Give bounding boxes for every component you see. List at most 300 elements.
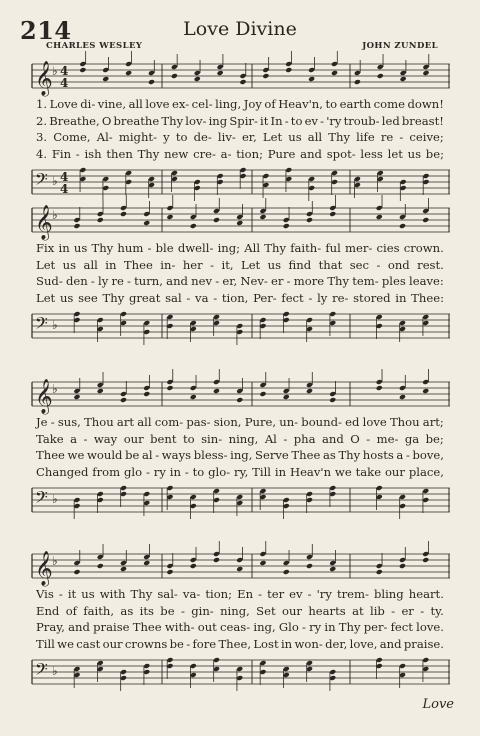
lyric-syllable: Let bbox=[36, 257, 56, 272]
lyric-syllable: all bbox=[137, 415, 152, 429]
lyric-line bbox=[32, 290, 450, 307]
lyric-syllable: Glo bbox=[278, 620, 299, 634]
lyric-syllable: Thee bbox=[132, 620, 162, 634]
lyric-syllable: love. bbox=[416, 620, 444, 634]
lyric-syllable: a bbox=[396, 448, 404, 462]
lyric-syllable: Pure bbox=[267, 146, 296, 161]
lyric-syllable: re bbox=[111, 274, 124, 288]
lyric-syllable: Thou bbox=[389, 415, 420, 429]
lyric-syllable: to bbox=[325, 97, 338, 111]
lyric-syllable: down! bbox=[407, 97, 444, 111]
lyric-syllable: be bbox=[125, 448, 140, 462]
lyric-syllable: our bbox=[102, 636, 123, 651]
lyric-syllable: al bbox=[141, 448, 153, 462]
lyric-line bbox=[32, 431, 450, 448]
lyric-syllable: - bbox=[184, 464, 189, 479]
notehead bbox=[120, 211, 127, 217]
lyric-line bbox=[32, 603, 450, 620]
lyric-syllable: ful bbox=[325, 241, 341, 255]
lyric-syllable: stored bbox=[353, 290, 391, 305]
lyric-line bbox=[32, 636, 450, 653]
lyric-syllable: er, bbox=[222, 274, 238, 288]
lyric-syllable: ry bbox=[153, 464, 166, 479]
lyric-syllable: earth bbox=[339, 97, 372, 111]
lyric-syllable: troub- bbox=[343, 113, 380, 128]
lyric-syllable: sal bbox=[165, 290, 182, 305]
lyric-syllable: me- bbox=[376, 431, 399, 446]
lyric-syllable: us bbox=[267, 257, 282, 272]
lyric-syllable: glo- bbox=[208, 464, 231, 479]
lyric-syllable: its bbox=[139, 603, 154, 618]
lyric-syllable: tion; bbox=[236, 146, 263, 161]
lyric-syllable: sion, bbox=[213, 415, 242, 429]
notehead bbox=[166, 569, 173, 575]
notehead bbox=[259, 391, 266, 397]
lyric-syllable: to bbox=[290, 113, 303, 128]
lyric-syllable: dwell- bbox=[177, 241, 214, 255]
notehead bbox=[400, 76, 407, 82]
lyrics-block bbox=[32, 412, 450, 482]
notehead bbox=[285, 67, 292, 73]
lyric-syllable: Breathe, bbox=[49, 113, 100, 128]
lyric-line bbox=[32, 146, 450, 163]
lyric-syllable: ceas- bbox=[220, 620, 251, 634]
lyric-syllable: of bbox=[264, 97, 276, 111]
notehead bbox=[399, 223, 406, 229]
notehead bbox=[190, 394, 197, 400]
lyric-syllable: come bbox=[373, 97, 405, 111]
lyric-syllable: ing bbox=[208, 113, 228, 128]
lyric-syllable: - bbox=[420, 603, 425, 618]
flat-key-signature-icon: ♭ bbox=[52, 554, 58, 568]
lyric-syllable: art bbox=[116, 415, 135, 429]
lyric-syllable: ev bbox=[289, 587, 303, 601]
lyric-syllable: Thou bbox=[84, 415, 114, 429]
lyric-syllable: let bbox=[387, 146, 403, 161]
lyric-syllable: Thee bbox=[123, 257, 153, 272]
lyric-syllable: ceive; bbox=[409, 130, 444, 144]
lyric-syllable: Thy bbox=[137, 146, 160, 161]
flat-key-signature-icon: ♭ bbox=[52, 382, 58, 396]
lyric-syllable: cel- bbox=[191, 97, 213, 111]
notehead bbox=[306, 563, 313, 569]
lyric-syllable: Till bbox=[36, 636, 55, 651]
lyric-syllable: hearts bbox=[308, 603, 346, 618]
music-system bbox=[32, 548, 450, 690]
lyric-syllable: bound- bbox=[301, 415, 342, 429]
lyric-syllable: er, bbox=[241, 130, 257, 144]
lyric-syllable: O bbox=[101, 113, 112, 128]
lyric-syllable: - bbox=[258, 587, 263, 601]
notehead bbox=[125, 70, 132, 76]
lyric-syllable: rest. bbox=[417, 257, 444, 272]
lyric-syllable: ning, bbox=[228, 431, 259, 446]
notehead bbox=[259, 560, 266, 566]
lyric-syllable: us bbox=[62, 257, 77, 272]
lyric-syllable: Changed bbox=[36, 464, 89, 479]
lyric-syllable: Pure, bbox=[244, 415, 277, 429]
lyric-syllable: to bbox=[183, 431, 195, 446]
lyric-syllable: - bbox=[145, 464, 150, 479]
lyric-syllable: - bbox=[284, 113, 289, 128]
lyric-syllable: liv- bbox=[217, 130, 236, 144]
notehead bbox=[79, 67, 86, 73]
lyric-syllable: and bbox=[322, 431, 344, 446]
lyric-syllable: fect bbox=[281, 290, 304, 305]
lyric-syllable: - bbox=[320, 113, 325, 128]
notehead bbox=[194, 76, 201, 82]
lyric-syllable: ter bbox=[267, 587, 285, 601]
time-signature: 4 bbox=[60, 64, 69, 78]
notehead bbox=[120, 397, 127, 403]
flat-key-signature-icon: ♭ bbox=[52, 208, 58, 222]
notehead bbox=[422, 217, 429, 223]
lyric-syllable: er bbox=[271, 274, 284, 288]
lyric-syllable: 3. bbox=[36, 130, 48, 144]
lyric-syllable: be bbox=[160, 603, 175, 618]
hymn-title: Love Divine bbox=[183, 18, 297, 40]
lyric-syllable: Thy bbox=[91, 241, 114, 255]
lyric-syllable: turn, bbox=[134, 274, 163, 288]
lyric-syllable: - bbox=[308, 290, 313, 305]
lyrics-block bbox=[32, 94, 450, 164]
lyric-syllable: way bbox=[93, 431, 118, 446]
lyric-syllable: er bbox=[401, 603, 414, 618]
lyric-syllable: Heav'n, bbox=[278, 97, 323, 111]
lyric-syllable: us bbox=[288, 130, 302, 144]
lyric-syllable: ly bbox=[97, 274, 109, 288]
lyric-syllable: as bbox=[120, 603, 134, 618]
lyric-syllable: Thy bbox=[161, 113, 184, 128]
lyric-syllable: all bbox=[83, 257, 98, 272]
bass-clef-icon: 𝄢 bbox=[35, 659, 48, 683]
lyric-syllable: her bbox=[182, 257, 203, 272]
lyric-syllable: in bbox=[324, 620, 336, 634]
lyric-syllable: - bbox=[127, 274, 131, 288]
lyric-line bbox=[32, 414, 450, 431]
lyric-syllable: cies bbox=[376, 241, 400, 255]
lyric-syllable: pha bbox=[293, 431, 316, 446]
notehead bbox=[190, 223, 197, 229]
lyric-syllable: - bbox=[301, 620, 306, 634]
lyric-syllable: Serve bbox=[255, 448, 289, 462]
lyric-syllable: com- bbox=[154, 415, 184, 429]
notehead bbox=[213, 217, 220, 223]
lyric-syllable: faith- bbox=[290, 241, 322, 255]
notehead bbox=[329, 211, 336, 217]
lyric-syllable: tion; bbox=[205, 587, 233, 601]
lyric-syllable: Fin bbox=[51, 146, 72, 161]
lyric-syllable: love bbox=[362, 415, 387, 429]
lyric-syllable: va bbox=[195, 290, 209, 305]
notehead bbox=[422, 70, 429, 76]
lyric-syllable: place, bbox=[408, 464, 444, 479]
lyric-syllable: O bbox=[350, 431, 360, 446]
lyric-syllable: sec bbox=[349, 257, 370, 272]
lyric-syllable: find bbox=[288, 257, 312, 272]
treble-clef-icon: 𝄞 bbox=[35, 61, 53, 96]
lyric-line bbox=[32, 447, 450, 464]
lyric-syllable: - bbox=[75, 146, 80, 161]
notehead bbox=[376, 385, 383, 391]
lyric-syllable: and bbox=[166, 274, 188, 288]
lyric-syllable: heart. bbox=[408, 587, 444, 601]
lyric-syllable: vine, bbox=[97, 97, 127, 111]
treble-staff bbox=[32, 202, 450, 238]
lyric-syllable: tem- bbox=[352, 274, 379, 288]
lyric-syllable: Je bbox=[36, 415, 48, 429]
notehead bbox=[143, 560, 150, 566]
lyric-syllable: as bbox=[322, 448, 336, 462]
lyric-syllable: 4. bbox=[36, 146, 48, 161]
lyric-syllable: Come, bbox=[53, 130, 91, 144]
lyric-syllable: in- bbox=[160, 257, 176, 272]
lyric-syllable: - bbox=[405, 448, 410, 462]
bass-staff bbox=[32, 164, 450, 200]
notehead bbox=[354, 79, 361, 85]
lyric-syllable: Take bbox=[36, 431, 64, 446]
lyric-syllable: in bbox=[169, 464, 181, 479]
lyric-syllable: bove, bbox=[412, 448, 444, 462]
lyric-syllable: and bbox=[300, 146, 322, 161]
lyric-syllable: to bbox=[192, 464, 205, 479]
notehead bbox=[217, 70, 224, 76]
lyric-syllable: ples bbox=[381, 274, 406, 288]
notehead bbox=[73, 569, 80, 575]
notehead bbox=[143, 391, 150, 397]
music-system bbox=[32, 202, 450, 344]
composer-credit bbox=[362, 41, 438, 51]
notehead bbox=[422, 557, 429, 563]
bass-staff bbox=[32, 308, 450, 344]
lyric-syllable: it, bbox=[221, 257, 234, 272]
lyric-syllable: Spir- bbox=[229, 113, 258, 128]
lyric-syllable: ble bbox=[155, 241, 174, 255]
lyric-syllable: we bbox=[334, 464, 352, 479]
lyric-syllable: art; bbox=[422, 415, 444, 429]
lyric-syllable: Till bbox=[252, 464, 272, 479]
lyric-syllable: 'ry bbox=[316, 587, 332, 601]
lyric-syllable: crown. bbox=[403, 241, 444, 255]
notehead bbox=[166, 385, 173, 391]
lyric-syllable: re- bbox=[332, 290, 349, 305]
lyric-syllable: ex- bbox=[172, 97, 190, 111]
lyric-syllable: that bbox=[318, 257, 343, 272]
lyric-syllable: di- bbox=[80, 97, 96, 111]
treble-clef-icon: 𝄞 bbox=[35, 379, 53, 414]
notehead bbox=[306, 388, 313, 394]
lyric-syllable: we bbox=[67, 448, 85, 462]
lyric-syllable: Love bbox=[49, 97, 78, 111]
lyric-syllable: Joy bbox=[243, 97, 262, 111]
lyric-line bbox=[32, 113, 450, 130]
lyric-syllable: - bbox=[180, 603, 185, 618]
notehead bbox=[308, 76, 315, 82]
lyric-syllable: ry bbox=[309, 620, 322, 634]
flat-key-signature-icon: ♭ bbox=[52, 174, 58, 188]
lyric-syllable: - bbox=[215, 274, 220, 288]
lyric-syllable: fect bbox=[390, 620, 413, 634]
music-system bbox=[32, 376, 450, 518]
bass-clef-icon: 𝄢 bbox=[35, 169, 48, 193]
lyric-syllable: Let bbox=[262, 130, 283, 144]
notehead bbox=[171, 73, 178, 79]
lyric-syllable: praise. bbox=[403, 636, 444, 651]
lyric-line bbox=[32, 240, 450, 257]
notehead bbox=[399, 563, 406, 569]
lyric-line bbox=[32, 464, 450, 481]
notehead bbox=[283, 223, 290, 229]
lyric-syllable: Set bbox=[256, 603, 276, 618]
lyric-syllable: Thy bbox=[338, 448, 361, 462]
lyric-syllable: Sud- bbox=[36, 274, 63, 288]
lyric-syllable: Thee bbox=[36, 448, 65, 462]
lyric-line bbox=[32, 273, 450, 290]
notehead bbox=[236, 397, 243, 403]
lyric-syllable: un- bbox=[279, 415, 299, 429]
lyric-syllable: - bbox=[90, 274, 95, 288]
lyric-syllable: ing; bbox=[217, 241, 241, 255]
lyric-syllable: ga bbox=[404, 431, 420, 446]
notehead bbox=[120, 566, 127, 572]
flat-key-signature-icon: ♭ bbox=[52, 64, 58, 78]
bass-clef-icon: 𝄢 bbox=[35, 487, 48, 511]
lyric-syllable: more bbox=[293, 274, 325, 288]
notehead bbox=[213, 557, 220, 563]
notehead bbox=[399, 394, 406, 400]
lyric-syllable: all bbox=[307, 130, 323, 144]
lyric-syllable: mer- bbox=[345, 241, 373, 255]
notehead bbox=[329, 397, 336, 403]
lyric-line bbox=[32, 619, 450, 636]
lyric-syllable: - bbox=[186, 636, 191, 651]
lyric-syllable: sus, bbox=[57, 415, 81, 429]
notehead bbox=[283, 569, 290, 575]
lyric-syllable: ry, bbox=[234, 464, 249, 479]
lyric-syllable: us bbox=[73, 241, 88, 255]
lyric-syllable: End bbox=[36, 603, 60, 618]
lyric-syllable: ly bbox=[317, 290, 328, 305]
lyric-syllable: us bbox=[59, 290, 74, 305]
lyric-syllable: 2. bbox=[36, 113, 48, 128]
lyric-syllable: ways bbox=[161, 448, 192, 462]
lyric-syllable: our bbox=[281, 603, 302, 618]
lyric-syllable: then bbox=[106, 146, 133, 161]
lyric-syllable: y bbox=[163, 130, 170, 144]
hymn-number: 214 bbox=[20, 16, 72, 45]
lyric-syllable: from bbox=[92, 464, 121, 479]
lyric-syllable: - bbox=[50, 415, 55, 429]
lyric-syllable: ish bbox=[84, 146, 102, 161]
lyric-syllable: our bbox=[123, 431, 144, 446]
lyric-syllable: Pray, bbox=[36, 620, 65, 634]
lyric-line bbox=[32, 257, 450, 274]
lyric-syllable: Al- bbox=[96, 130, 113, 144]
lyric-syllable: ond bbox=[387, 257, 410, 272]
lyric-syllable: cast bbox=[76, 636, 101, 651]
lyric-syllable: we bbox=[57, 636, 74, 651]
lyric-syllable: be bbox=[169, 636, 184, 651]
notehead bbox=[102, 76, 109, 82]
notehead bbox=[239, 79, 246, 85]
lyric-syllable: - bbox=[307, 587, 312, 601]
lyric-syllable: spot- bbox=[326, 146, 356, 161]
hymn-header bbox=[0, 0, 480, 56]
treble-staff bbox=[32, 58, 450, 94]
notehead bbox=[259, 214, 266, 220]
lyric-syllable: and bbox=[379, 636, 402, 651]
lyric-syllable: per- bbox=[363, 620, 388, 634]
lyric-syllable: Thy bbox=[130, 587, 153, 601]
lyric-syllable: ing, bbox=[230, 448, 253, 462]
bass-staff bbox=[32, 654, 450, 690]
notehead bbox=[97, 217, 104, 223]
lyric-syllable: In bbox=[270, 113, 283, 128]
lyric-syllable: at bbox=[352, 603, 364, 618]
lyric-syllable: glo bbox=[123, 464, 143, 479]
bass-staff bbox=[32, 482, 450, 518]
lyric-syllable: life bbox=[356, 130, 375, 144]
lyric-syllable: our bbox=[384, 464, 405, 479]
notehead bbox=[97, 388, 104, 394]
treble-clef-icon: 𝄞 bbox=[35, 205, 53, 240]
lyric-syllable: crowns bbox=[124, 636, 168, 651]
lyrics-block bbox=[32, 238, 450, 308]
lyric-syllable: bent bbox=[150, 431, 177, 446]
lyric-syllable: de- bbox=[193, 130, 212, 144]
lyric-syllable: lov- bbox=[185, 113, 207, 128]
lyric-syllable: - bbox=[366, 431, 371, 446]
lyric-syllable: love, bbox=[349, 636, 378, 651]
lyric-syllable: - bbox=[376, 257, 381, 272]
notehead bbox=[283, 394, 290, 400]
lyric-syllable: faith, bbox=[83, 603, 115, 618]
lyric-syllable: be; bbox=[425, 146, 444, 161]
lyric-syllable: Thee, bbox=[218, 636, 252, 651]
lyric-syllable: - bbox=[286, 274, 291, 288]
turn-page-cue: Love bbox=[422, 697, 454, 712]
lyric-syllable: bless- bbox=[193, 448, 228, 462]
lyric-syllable: breast! bbox=[401, 113, 444, 128]
notehead bbox=[236, 220, 243, 226]
lyric-syllable: - bbox=[283, 431, 288, 446]
notehead bbox=[166, 214, 173, 220]
bass-clef-icon: 𝄢 bbox=[35, 313, 48, 337]
lyric-syllable: va- bbox=[182, 587, 201, 601]
lyric-syllable: be; bbox=[425, 431, 444, 446]
lyric-syllable: Thy bbox=[264, 241, 286, 255]
lyric-syllable: re bbox=[380, 130, 394, 144]
notehead bbox=[331, 70, 338, 76]
notehead bbox=[97, 563, 104, 569]
lyric-syllable: it bbox=[260, 113, 269, 128]
lyric-syllable: breathe bbox=[113, 113, 160, 128]
time-signature: 4 bbox=[60, 76, 69, 90]
lyric-syllable: Thy bbox=[327, 274, 350, 288]
flat-key-signature-icon: ♭ bbox=[52, 492, 58, 506]
lyric-syllable: ing, bbox=[253, 620, 276, 634]
lyric-line bbox=[32, 96, 450, 113]
lyric-syllable: der, bbox=[325, 636, 348, 651]
lyric-syllable: it bbox=[67, 587, 77, 601]
lyric-syllable: less bbox=[360, 146, 383, 161]
lyric-syllable: out bbox=[197, 620, 217, 634]
notehead bbox=[73, 394, 80, 400]
lyric-syllable: - bbox=[83, 431, 88, 446]
notehead bbox=[422, 388, 429, 394]
lyric-syllable: Let bbox=[241, 257, 261, 272]
lyric-syllable: - bbox=[399, 130, 404, 144]
